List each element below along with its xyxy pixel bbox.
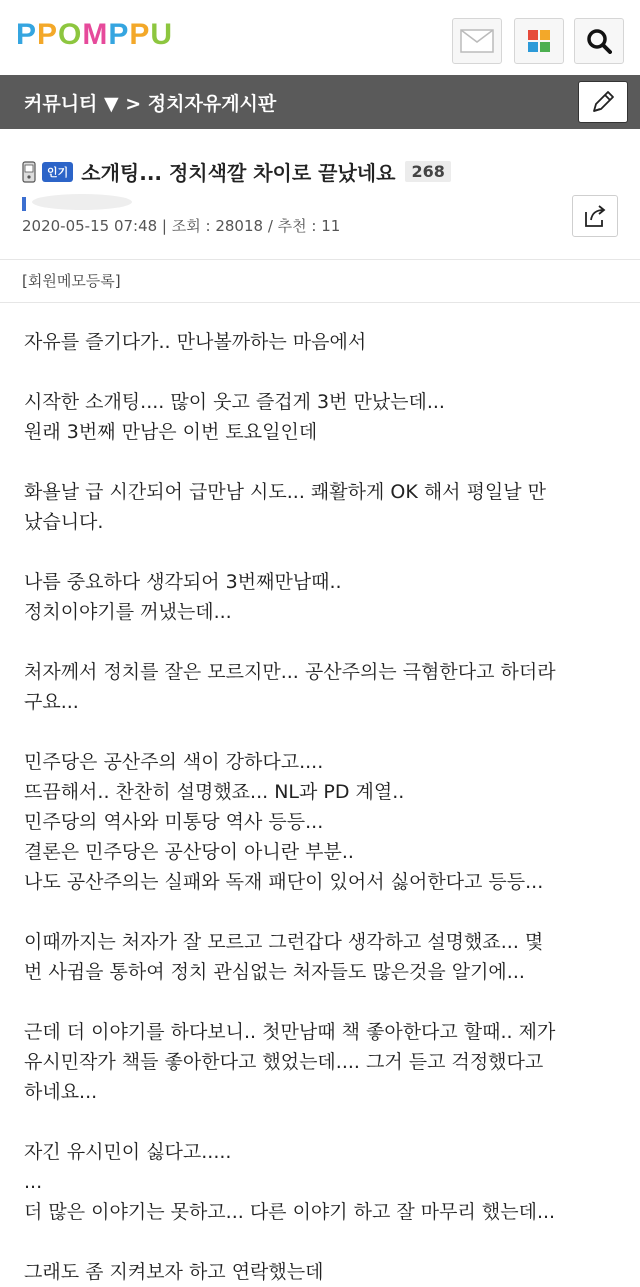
- write-post-button[interactable]: [578, 81, 628, 123]
- content-paragraph: 자유를 즐기다가.. 만나볼까하는 마음에서: [24, 331, 367, 353]
- post-meta: 2020-05-15 07:48 | 조회 : 28018 / 추천 : 11: [22, 217, 341, 235]
- author-name-blurred[interactable]: [22, 193, 162, 215]
- mail-icon: [460, 29, 494, 53]
- popular-badge: 인기: [42, 162, 73, 182]
- logo-letter: P: [37, 18, 59, 51]
- board-nav-bar: [0, 75, 640, 129]
- logo-letter: P: [16, 18, 38, 51]
- logo-letter: U: [150, 18, 174, 51]
- site-header: [0, 0, 640, 75]
- logo-letter: M: [82, 18, 109, 51]
- post-content: [0, 303, 640, 1287]
- content-paragraph: 이때까지는 처자가 잘 모르고 그런갑다 생각하고 설명했죠... 몇 번 사귐을 통하여 정치 관심없는 처자들도 많은것을 알기에...: [24, 931, 544, 983]
- content-paragraph: 그래도 좀 지켜보자 하고 연락했는데: [24, 1261, 324, 1283]
- mobile-phone-icon: [22, 161, 36, 183]
- content-paragraph: 나름 중요하다 생각되어 3번째만남때.. 정치이야기를 꺼냈는데...: [24, 571, 342, 623]
- post-title: 소개팅... 정치색깔 차이로 끝났네요: [81, 161, 396, 185]
- ppomppu-logo[interactable]: [16, 18, 173, 52]
- apps-button[interactable]: [514, 18, 564, 64]
- share-button[interactable]: [572, 195, 618, 237]
- content-paragraph: 자긴 유시민이 싫다고..... ... 더 많은 이야기는 못하고... 다른 이야기 하고 잘 마무리 했는데...: [24, 1141, 556, 1223]
- content-paragraph: 화욜날 급 시간되어 급만남 시도... 쾌활하게 OK 해서 평일날 만 났습니다.: [24, 481, 547, 533]
- member-memo-link[interactable]: [회원메모등록]: [22, 272, 121, 290]
- content-paragraph: 시작한 소개팅.... 많이 웃고 즐겁게 3번 만났는데... 원래 3번째 만남은 이번 토요일인데: [24, 391, 445, 443]
- content-paragraph: 근데 더 이야기를 하다보니.. 첫만남때 책 좋아한다고 할때.. 제가 유시민작가 책들 좋아한다고 했었는데.... 그거 듣고 걱정했다고 하네요...: [24, 1021, 556, 1103]
- comment-count[interactable]: 268: [405, 161, 450, 182]
- mail-button[interactable]: [452, 18, 502, 64]
- logo-letter: P: [129, 18, 151, 51]
- share-icon: [582, 204, 608, 228]
- post-title-row: [22, 157, 451, 186]
- pencil-icon: [590, 89, 616, 115]
- logo-letter: O: [58, 18, 83, 51]
- search-icon: [586, 28, 612, 54]
- post-header: [0, 129, 640, 260]
- search-button[interactable]: [574, 18, 624, 64]
- content-paragraph: 처자께서 정치를 잘은 모르지만... 공산주의는 극혐한다고 하더라 구요...: [24, 661, 556, 713]
- content-paragraph: 민주당은 공산주의 색이 강하다고.... 뜨끔해서.. 찬찬히 설명했죠... NL과 PD 계열.. 민주당의 역사와 미통당 역사 등등... 결론은 민주당은 공산당이 아니란 부분.. 나도 공산주의는 실패와 독재 패단이 있어서 싫어한다고 등등...: [24, 751, 544, 893]
- breadcrumb[interactable]: 커뮤니티 ▼ > 정치자유게시판: [24, 93, 277, 115]
- logo-letter: P: [108, 18, 130, 51]
- member-memo-row: [0, 260, 640, 303]
- apps-icon: [528, 30, 550, 52]
